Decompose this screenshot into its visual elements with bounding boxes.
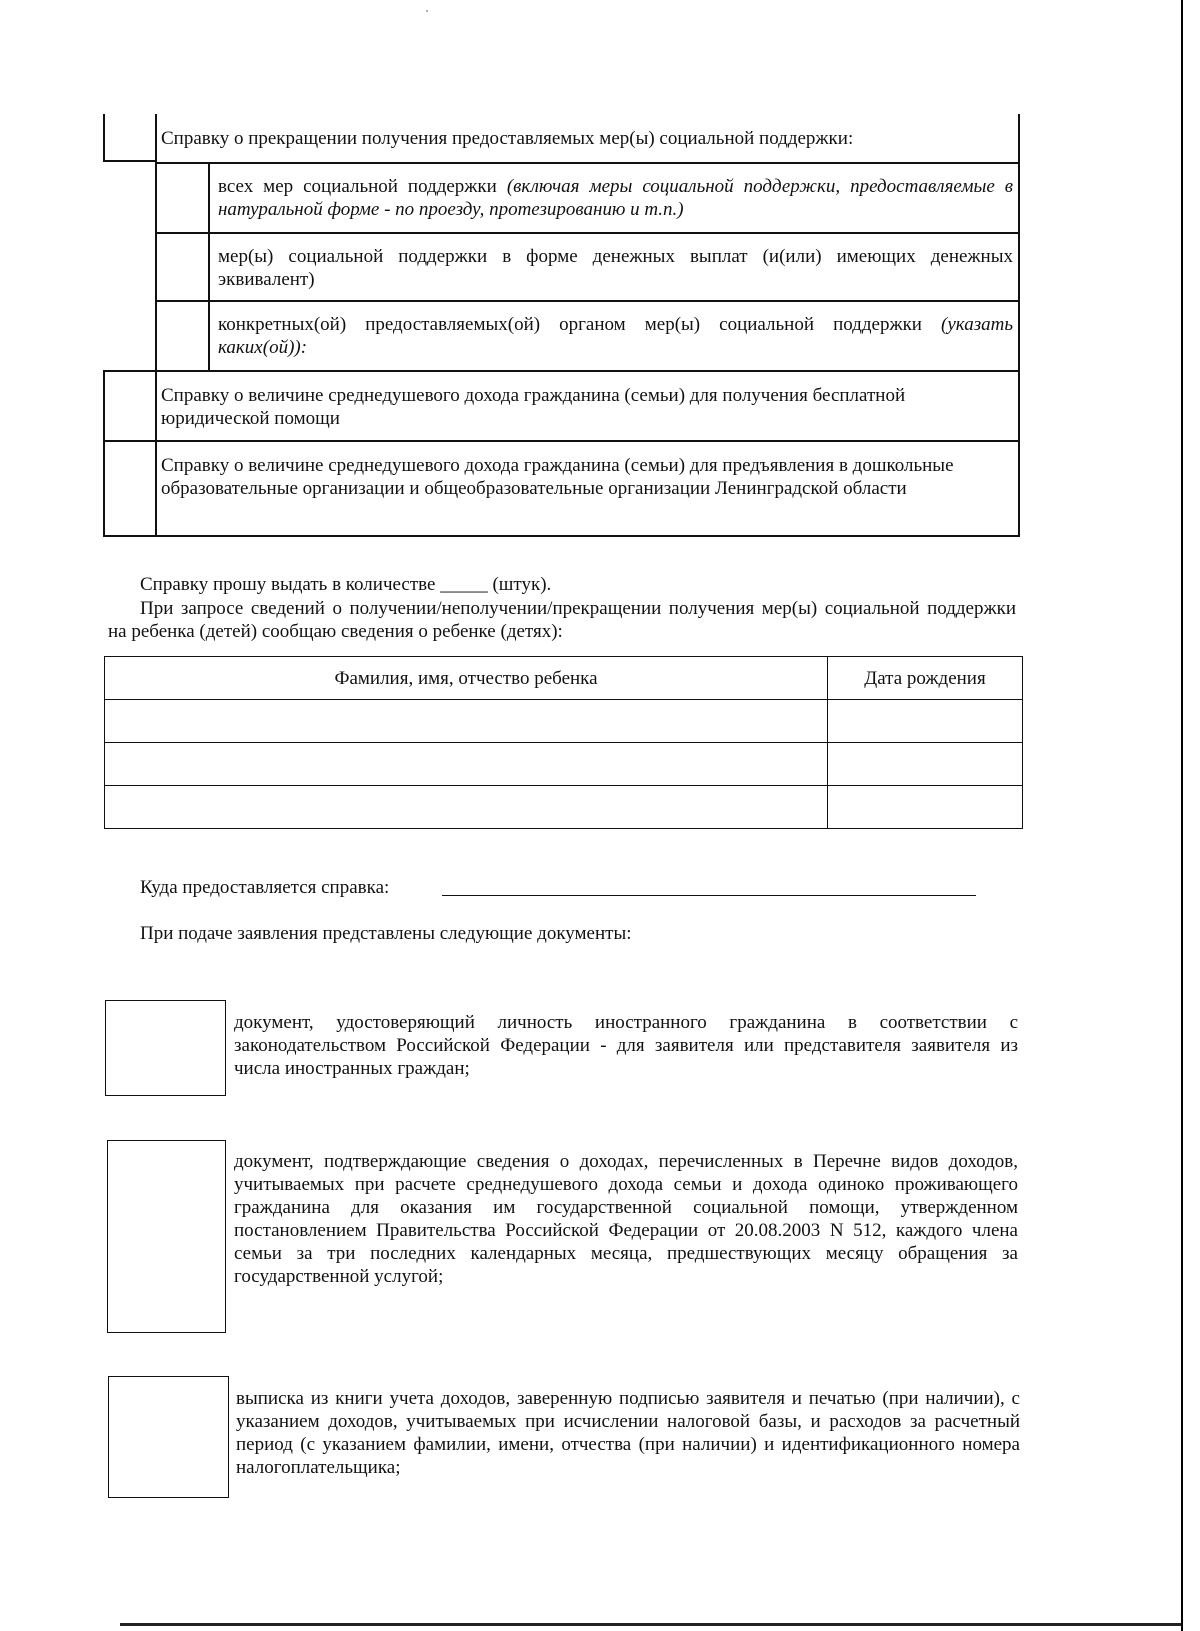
legal-aid-certificate-label: Справку о величине среднедушевого дохода гражданина (семьи) для получения бесплатной юридической помощи — [161, 385, 906, 429]
quantity-line — [140, 573, 551, 596]
option-all-measures-note: (включая меры социальной поддержки, предоставляемые в натуральной форме - по проезду, протезированию и т.п.) — [218, 176, 1013, 220]
table-row — [105, 700, 1023, 743]
quantity-label: Справку прошу выдать в количестве — [140, 574, 436, 595]
table-header-row — [105, 657, 1023, 700]
checkbox-cell-specific-measures[interactable] — [156, 301, 208, 370]
scan-speck — [426, 10, 428, 12]
page-edge — [120, 1623, 1181, 1626]
children-table — [104, 656, 1023, 829]
child-name-cell[interactable] — [105, 786, 828, 829]
table-row — [105, 743, 1023, 786]
checkbox-cell-all-measures[interactable] — [156, 163, 208, 232]
option-all-measures: всех мер социальной поддержки (включая меры социальной поддержки, предоставляемые в натуральной форме - по проезду, протезированию и т.п.) — [218, 176, 1013, 220]
checkbox-cell-termination[interactable] — [104, 114, 155, 160]
documents-intro: При подаче заявления представлены следующие документы: — [140, 923, 632, 944]
page-edge — [1181, 0, 1183, 1631]
child-birth-date-cell[interactable] — [828, 743, 1023, 786]
option-specific-measures-note: (указать каких(ой)): — [218, 314, 1014, 358]
checkbox-cell-cash-measures[interactable] — [156, 233, 208, 300]
quantity-blank[interactable]: _____ — [440, 574, 488, 595]
document-income-book: выписка из книги учета доходов, заверенную подписью заявителя и печатью (при наличии), с указанием доходов, учитываемых при исчислении налоговой базы, и расходов за расчетный период (с указанием фамилии, имени, отчества (при наличии) и идентификационного номера налогоплательщика; — [236, 1388, 1020, 1478]
option-cash-measures: мер(ы) социальной поддержки в форме денежных выплат (и(или) имеющих денежных эквивалент) — [218, 246, 1013, 290]
child-birth-date-cell[interactable] — [828, 700, 1023, 743]
schools-certificate-label: Справку о величине среднедушевого дохода гражданина (семьи) для предъявления в дошкольные образовательные организации и общеобразовательные организации Ленинградской области — [161, 455, 954, 499]
document-checkbox-income[interactable] — [107, 1140, 226, 1333]
column-header-birth-date: Дата рождения — [828, 657, 1023, 700]
destination-field[interactable] — [442, 895, 976, 896]
checkbox-cell-legal-aid[interactable] — [104, 371, 155, 440]
children-intro: При запросе сведений о получении/неполучении/прекращении получения мер(ы) социальной поддержки на ребенка (детей) сообщаю сведения о ребенке (детях): — [108, 598, 1016, 642]
child-name-cell[interactable] — [105, 743, 828, 786]
document-checkbox-income-book[interactable] — [108, 1376, 229, 1498]
document-checkbox-foreign-id[interactable] — [105, 1000, 226, 1096]
child-name-cell[interactable] — [105, 700, 828, 743]
quantity-unit: (штук). — [492, 574, 552, 595]
column-header-full-name: Фамилия, имя, отчество ребенка — [105, 657, 828, 700]
destination-label: Куда предоставляется справка: — [140, 877, 390, 898]
option-specific-measures: конкретных(ой) предоставляемых(ой) органом мер(ы) социальной поддержки (указать каких(ой)): — [218, 314, 1014, 358]
table-row — [105, 786, 1023, 829]
child-birth-date-cell[interactable] — [828, 786, 1023, 829]
document-foreign-id: документ, удостоверяющий личность иностранного гражданина в соответствии с законодательством Российской Федерации - для заявителя или представителя заявителя из числа иностранных граждан; — [234, 1012, 1018, 1079]
checkbox-cell-schools[interactable] — [104, 441, 155, 535]
termination-certificate-label: Справку о прекращении получения предоставляемых мер(ы) социальной поддержки: — [161, 128, 854, 149]
document-income: документ, подтверждающие сведения о доходах, перечисленных в Перечне видов доходов, учитываемых при расчете среднедушевого дохода семьи и дохода одиноко проживающего гражданина для оказания им государственной социальной помощи, утвержденном постановлением Правительства Российской Федерации от 20.08.2003 N 512, каждого члена семьи за три последних календарных месяца, предшествующих месяцу обращения за государственной услугой; — [234, 1151, 1018, 1287]
